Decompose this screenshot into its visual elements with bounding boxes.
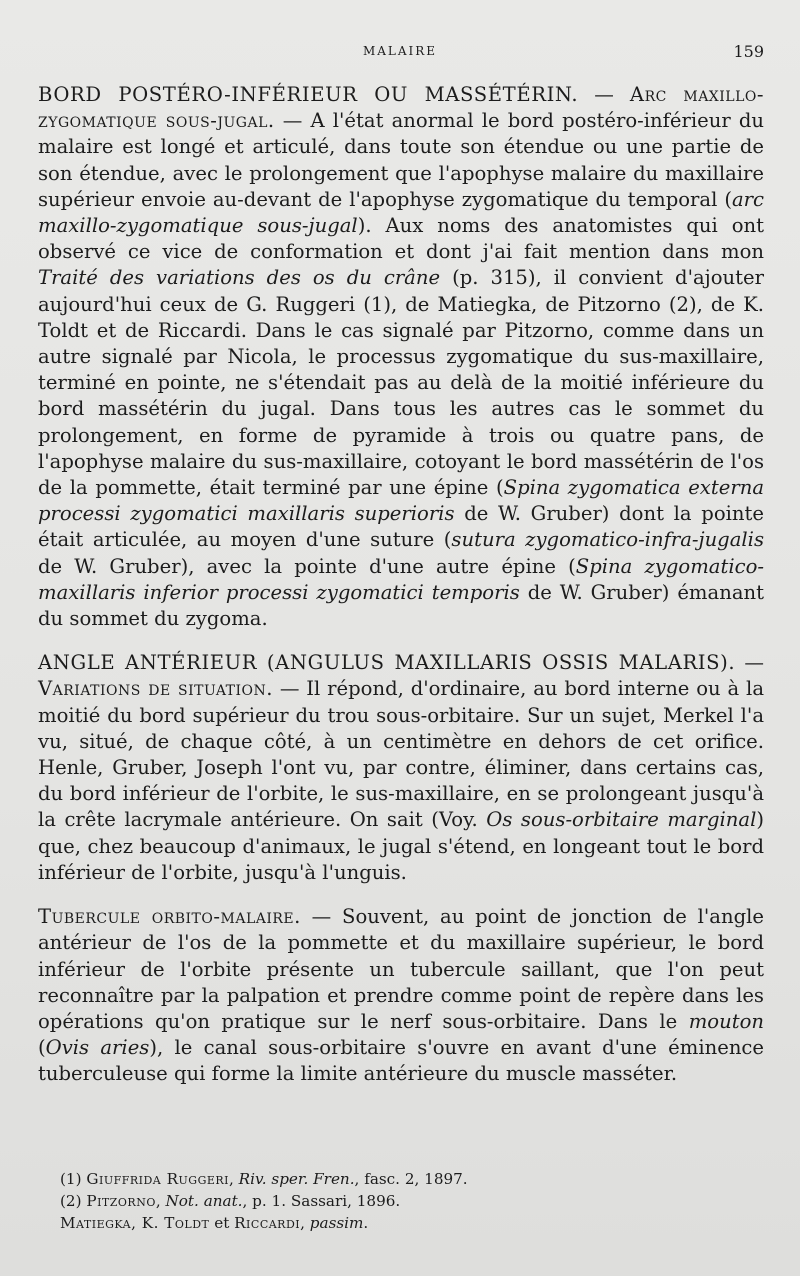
footnotes	[60, 1168, 760, 1234]
footnote-mark: (2)	[60, 1192, 87, 1210]
text-run: ). Aux noms des anatomistes qui ont observé ce vice de conformation et dont j'ai fait mention dans mon	[38, 214, 764, 264]
footnote	[60, 1190, 760, 1212]
footnote-journal: Riv. sper. Fren.	[238, 1170, 355, 1188]
footnote-end: .	[363, 1214, 369, 1232]
section-heading: Tubercule orbito-malaire.	[38, 905, 301, 929]
text-run: — Il répond, d'ordinaire, au bord interne ou à la moitié du bord supérieur du trou sous-orbitaire. Sur un sujet, Merkel l'a vu, situé, de chaque côté, à un centimètre en dehors de cet orifice. Henle, Gruber, Joseph l'ont vu, par contre, éliminer, dans certains cas, du bord inférieur de l'orbite, le sus-maxillaire, en se prolongeant jusqu'à la crête lacrymale antérieure. On sait (Voy.	[38, 677, 765, 832]
italic-term: Ovis aries	[45, 1036, 150, 1060]
footnote	[60, 1212, 760, 1234]
body-text	[38, 82, 764, 1088]
footnote-author: Matiegka, K. Toldt	[60, 1214, 210, 1232]
italic-term: Os sous-orbitaire marginal	[486, 808, 757, 832]
footnote-author: Pitzorno	[86, 1192, 156, 1210]
section-subheading: Variations de situation.	[38, 677, 274, 701]
text-run: ), le canal sous-orbitaire s'ouvre en avant d'une éminence tuberculeuse qui forme la limite antérieure du muscle masséter.	[38, 1036, 765, 1086]
book-title: Traité des variations des os du crâne	[38, 266, 441, 290]
footnote	[60, 1168, 760, 1190]
paragraph-bord-postero-inferieur	[38, 82, 764, 632]
footnote-rest: , p. 1. Sassari, 1896.	[242, 1192, 401, 1210]
heading-dash: —	[578, 83, 630, 106]
text-run: de W. Gruber) dont la pointe était articulée, au moyen d'une suture (	[38, 502, 764, 552]
footnote-sep: ,	[229, 1170, 239, 1188]
section-subheading: Arc maxillo-zygomatique sous-jugal.	[38, 83, 764, 133]
footnote-mark: (1)	[60, 1170, 87, 1188]
section-heading: BORD POSTÉRO-INFÉRIEUR OU MASSÉTÉRIN.	[38, 83, 579, 106]
text-run: de W. Gruber), avec la pointe d'une autre épine (	[38, 554, 576, 578]
paragraph-tubercule	[38, 904, 764, 1087]
text-run: (p. 315), il convient d'ajouter aujourd'hui ceux de G. Ruggeri (1), de Matiegka, de Pitzorno (2), de K. Toldt et de Riccardi. Dans le cas signalé par Pitzorno, comme dans un autre signalé par Nicola, le processus zygomatique du sus-maxillaire, terminé en pointe, ne s'étendait pas au delà de la moitié inférieure du bord massétérin du jugal. Dans tous les autres cas le sommet du prolongement, en forme de pyramide à trois ou quatre pans, de l'apophyse malaire du sus-maxillaire, cotoyant le bord massétérin de l'os de la pommette, était terminé par une épine (	[38, 266, 764, 500]
text-run: de W. Gruber) émanant du sommet du zygoma.	[38, 580, 764, 631]
page-number: 159	[733, 42, 764, 61]
footnote-rest: , fasc. 2, 1897.	[354, 1170, 468, 1188]
text-run: (	[38, 1036, 46, 1060]
heading-dash: —	[735, 651, 765, 675]
footnote-journal: Not. anat.	[165, 1192, 243, 1210]
italic-term: arc maxillo-zygomatique sous-jugal	[38, 187, 764, 238]
running-title: MALAIRE	[362, 44, 438, 58]
footnote-italic: passim	[309, 1214, 364, 1232]
text-run: — Souvent, au point de jonction de l'angle antérieur de l'os de la pommette et du maxillaire supérieur, le bord inférieur de l'orbite présente un tubercule saillant, que l'on peut reconnaître par la palpation et prendre comme point de repère dans les opérations qu'on pratique sur le nerf sous-orbitaire. Dans le	[38, 905, 764, 1033]
footnote-author: Giuffrida Ruggeri	[86, 1170, 230, 1188]
footnote-sep: et	[209, 1214, 235, 1232]
italic-term: Spina zygomatico-maxillaris inferior processi zygomatici temporis	[38, 554, 764, 604]
italic-term: Spina zygomatica externa processi zygomatici maxillaris superioris	[38, 476, 764, 526]
italic-term: mouton	[688, 1009, 764, 1033]
footnote-sep: ,	[155, 1192, 166, 1210]
italic-term: sutura zygomatico-infra-jugalis	[451, 528, 764, 552]
text-run: ) que, chez beaucoup d'animaux, le jugal s'étend, en longeant tout le bord inférieur de l'orbite, jusqu'à l'unguis.	[38, 808, 764, 884]
footnote-author: Riccardi	[234, 1214, 301, 1232]
section-heading: ANGLE ANTÉRIEUR (ANGULUS MAXILLARIS OSSIS MALARIS).	[38, 651, 736, 675]
footnote-rest: ,	[300, 1214, 310, 1232]
text-run: — A l'état anormal le bord postéro-inférieur du malaire est longé et articulé, dans toute son étendue ou une partie de son étendue, avec le prolongement que l'apophyse malaire du maxillaire supérieur envoie au-devant de l'apophyse zygomatique du temporal (	[38, 109, 764, 211]
paragraph-angle-anterieur	[38, 650, 764, 886]
running-head	[0, 44, 800, 62]
